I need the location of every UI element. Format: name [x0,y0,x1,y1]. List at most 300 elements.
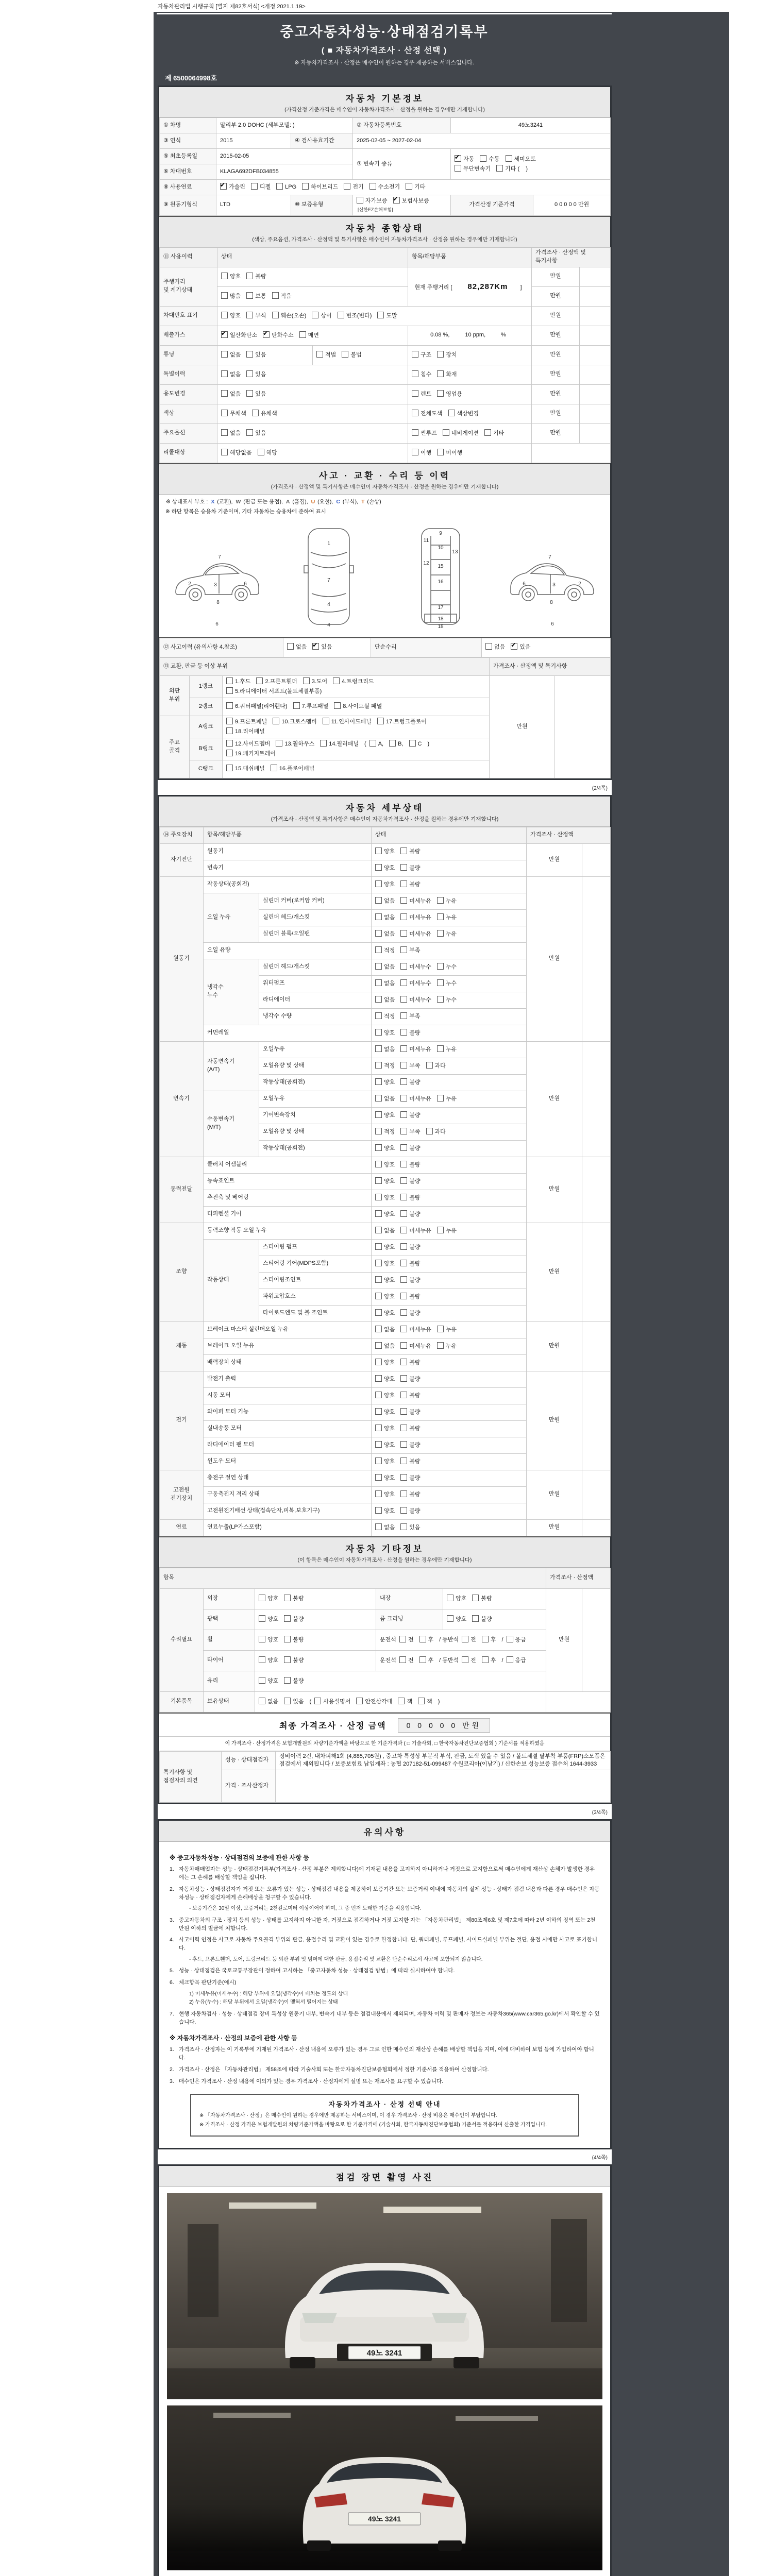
checkbox[interactable]: 부족 [400,1128,420,1137]
checkbox[interactable]: 적음 [272,292,292,301]
cell: 변속기 [160,1041,204,1157]
checkbox[interactable]: 불량 [400,1194,420,1202]
cell [217,443,408,463]
checkbox[interactable]: 전 [462,1636,476,1645]
diagram-part-number: 4 [327,622,330,628]
final-price-row [159,1713,610,1737]
notice-item-number: 2. [170,2066,174,2073]
checkbox-box-icon [482,1636,489,1642]
checkbox[interactable]: 하이브리드 [302,183,338,192]
checkbox[interactable]: 불량 [400,1210,420,1219]
cell [555,675,611,778]
checkbox[interactable]: 이행 [412,449,431,457]
checkbox[interactable]: 양호 [375,1474,395,1483]
checkbox[interactable]: 응급 [507,1636,526,1645]
checkbox[interactable]: ✔ 있음 [511,643,530,652]
checkbox[interactable]: 불량 [400,1474,420,1483]
checkbox[interactable]: 불량 [400,1293,420,1301]
checkbox[interactable]: B, [389,740,403,749]
checkbox[interactable]: 불량 [400,1111,420,1120]
checkbox[interactable]: 전 [462,1656,476,1665]
checkbox[interactable]: 불량 [400,1408,420,1417]
checkbox[interactable]: 불량 [400,1359,420,1367]
checkbox[interactable]: LPG [276,183,296,192]
checkbox[interactable]: 있음 [246,370,266,379]
checkbox-box-icon [284,1656,291,1663]
checkbox[interactable]: C [409,740,422,749]
checkbox-box-icon [437,913,444,920]
checkbox[interactable]: 양호 [375,1194,395,1202]
notice-item-number: 5. [170,1968,174,1974]
checkbox[interactable]: 3.도어 [303,677,327,686]
checkbox[interactable]: 불량 [400,1375,420,1384]
tb-ranks [159,657,611,778]
checkbox-box-icon [400,1260,407,1266]
checkbox[interactable]: 없음 [485,643,505,652]
checkbox[interactable]: 없음 [375,996,395,1005]
diagram-part-number: 7 [548,554,551,560]
checkbox[interactable]: 양호 [375,1144,395,1153]
checkbox[interactable]: 불량 [400,1309,420,1318]
checkbox[interactable]: 16.플로어패널 [271,765,314,773]
checkbox[interactable]: 양호 [375,1408,395,1417]
checkbox[interactable]: 없음 [221,370,241,379]
notice-item-text: 가격조사 · 산정은 「자동차관리법」 제58조에 따라 기술사회 또는 한국자동차진단보증협회에서 정한 기준서를 적용하여 산정합니다. [179,2066,489,2073]
checkbox[interactable]: 보통 [246,292,266,301]
cell [580,365,611,384]
section-title: 자동차 세부상태 [345,803,424,813]
page-2 [158,795,612,1805]
checkbox-box-icon [375,1029,382,1036]
checkbox[interactable]: 2.프론트휀더 [256,677,297,686]
checkbox[interactable]: 부족 [400,1012,420,1021]
checkbox-box-icon [375,996,382,1003]
cell: B랭크 [190,738,223,760]
checkbox-box-icon [226,727,233,734]
checkbox[interactable]: 18.리어패널 [226,727,265,736]
checkbox[interactable]: 있음 [246,390,266,399]
checkbox[interactable]: 누유 [437,1095,457,1104]
checkbox[interactable]: 해당없음 [221,449,252,457]
checkbox[interactable]: 불량 [284,1656,304,1665]
checkbox[interactable]: 7.루프패널 [293,702,329,711]
checkbox[interactable]: 없음 [221,429,241,438]
checkbox[interactable]: 양호 [375,1375,395,1384]
cell: 오일 유량 [204,942,372,959]
checkbox-box-icon [284,1698,291,1704]
checkbox[interactable]: 1.후드 [226,677,250,686]
checkbox[interactable]: 양호 [375,1392,395,1400]
checkbox[interactable]: 잭 [418,1698,432,1706]
checkbox[interactable]: 불량 [400,1260,420,1268]
notice-item-number: 2. [170,1886,174,1892]
page-title-note: ※ 자동차가격조사 · 산정은 매수인이 원하는 경우 제공하는 서비스입니다. [294,60,474,66]
checkbox[interactable]: 양호 [375,1029,395,1038]
checkbox[interactable]: ✔ 가솔린 [220,183,245,192]
checkbox[interactable]: 네비게이션 [443,429,479,438]
checkbox[interactable]: 매연 [299,331,319,340]
checkbox[interactable]: 없음 [375,1342,395,1351]
page-marker-3: (4/4쪽) [158,2149,612,2164]
checkbox[interactable]: 전 [399,1656,414,1665]
checkbox[interactable]: 양호 [375,880,395,889]
checkbox[interactable]: 불량 [284,1636,304,1645]
checkbox-box-icon [472,1595,479,1601]
cell: 만원 [527,1470,582,1519]
cell [372,1404,527,1420]
checkbox[interactable]: 10.크로스멤버 [273,718,316,726]
text: / [501,1636,503,1643]
car-top-view-diagram [280,522,378,631]
checkbox[interactable]: 영업용 [437,390,462,399]
checkbox[interactable]: 없음 [375,1045,395,1054]
checkbox[interactable]: 미세누유 [400,1045,431,1054]
checkbox[interactable]: 없음 [375,1523,395,1532]
checkbox[interactable]: 무단변속기 [455,165,491,174]
checkbox[interactable]: 불량 [400,1078,420,1087]
checkbox[interactable]: 없음 [221,390,241,399]
checkbox[interactable]: 양호 [259,1595,278,1603]
cell [372,975,527,992]
checkbox[interactable]: 19.패키지트레이 [226,750,276,758]
checkbox[interactable]: 해당 [258,449,277,457]
cell [283,638,371,657]
checkbox[interactable]: 불량 [400,1177,420,1186]
checkbox[interactable]: 양호 [259,1656,278,1665]
checkbox[interactable]: 없음 [375,1326,395,1334]
checkbox[interactable]: 색상변경 [448,410,479,418]
checkbox-box-icon [400,1194,407,1200]
checkbox[interactable]: 장치 [437,351,457,360]
notice-item-text: 매수인은 가격조사 · 산정 내용에 이의가 있는 경우 가격조사 · 산정자에게 설명 또는 재조사를 요구할 수 있습니다. [179,2078,444,2084]
notice-item-number: 3. [170,1917,174,1923]
checkbox[interactable]: 양호 [375,1293,395,1301]
checkbox-box-icon [447,1595,453,1601]
checkbox[interactable]: 적정 [375,1062,395,1071]
cell: 오일유량 및 상태 [259,1058,372,1074]
diagram-part-number: 6 [522,581,526,587]
cell: 단순수리 [371,638,482,657]
checkbox[interactable]: 세미오토 [506,155,536,164]
checkbox[interactable]: 불량 [400,1029,420,1038]
checkbox[interactable]: 누유 [437,1045,457,1054]
notice-item-sub: 2) 누유(누수) : 해당 부위에서 오일(냉각수)이 맺혀서 떨어지는 상태 [189,1999,338,2006]
cell: 클러치 어셈블리 [204,1157,372,1173]
checkbox-box-icon [393,197,400,204]
checkbox[interactable]: 미세누유 [400,1095,431,1104]
notice-item-sub: - 보증기간은 30일 이상, 보증거리는 2천킬로미터 이상이어야 하며, 그 중 먼저 도래한 기준을 적용합니다. [189,1906,422,1912]
legend-desc: (부식), [341,498,359,505]
checkbox[interactable]: 양호 [375,1309,395,1318]
checkbox[interactable]: 없음 [259,1698,278,1706]
checkbox[interactable]: 불량 [400,1144,420,1153]
checkbox-box-icon [375,1342,382,1349]
checkbox[interactable]: 양호 [259,1677,278,1686]
checkbox[interactable]: 6.쿼터패널(리어휀다) [226,702,288,711]
checkbox[interactable]: 유채색 [252,410,277,418]
checkbox[interactable]: 누유 [437,1326,457,1334]
checkbox[interactable]: 후 [482,1656,496,1665]
cell: 상태 [217,247,408,267]
checkbox[interactable]: 수소전기 [369,183,400,192]
cell: ⑨ 원동기형식 [160,195,216,216]
checkbox[interactable]: 응급 [507,1656,526,1665]
checkbox[interactable]: 누유 [437,930,457,939]
legend-desc: (흠집), [291,498,308,505]
checkbox[interactable]: 불량 [284,1615,304,1624]
checkbox[interactable]: 변조(변타) [338,312,372,320]
checkbox[interactable]: 사용설명서 [314,1698,350,1706]
checkbox[interactable]: 과다 [426,1128,446,1137]
checkbox[interactable]: 있음 [246,351,266,360]
checkbox[interactable]: ✔ 있음 [312,643,332,652]
checkbox[interactable]: 침수 [412,370,431,379]
checkbox[interactable]: 불량 [400,1507,420,1516]
checkbox[interactable]: 누유 [437,897,457,906]
checkbox-box-icon [455,155,461,162]
cell: 추진축 및 베어링 [204,1190,372,1206]
checkbox[interactable]: 미세누유 [400,1326,431,1334]
checkbox[interactable]: 불량 [472,1615,492,1624]
checkbox[interactable]: 양호 [375,1425,395,1433]
checkbox[interactable]: 불량 [400,1458,420,1466]
checkbox[interactable]: 누유 [437,913,457,922]
page-subtitle: ( ■ 자동차가격조사 · 산정 선택 ) [321,46,447,55]
checkbox[interactable]: 불량 [284,1677,304,1686]
checkbox[interactable]: 14.필러패널 [320,740,359,749]
checkbox[interactable]: 양호 [375,1490,395,1499]
checkbox[interactable]: 전기 [344,183,363,192]
checkbox[interactable]: 불량 [400,1161,420,1170]
legend-desc: (교환), [215,498,233,505]
cell: ⑪ 사용이력 [160,247,217,267]
cell: ⑬ 교환, 판금 등 이상 부위 [160,657,490,675]
checkbox[interactable]: 8.사이드실 패널 [334,702,382,711]
cell: 만원 [532,326,580,345]
cell: 튜닝 [160,345,217,365]
checkbox[interactable]: 안전삼각대 [356,1698,392,1706]
checkbox[interactable]: 적법 [316,351,336,360]
checkbox[interactable]: 후 [482,1636,496,1645]
checkbox[interactable]: 미세누수 [400,979,431,988]
checkbox[interactable]: 양호 [259,1636,278,1645]
cell [255,1609,376,1630]
cell: ② 자동차등록번호 [353,118,451,133]
cell: 발전기 출력 [204,1371,372,1387]
notice-item-text: 자동차매매업자는 성능 · 상태점검기록부(가격조사 · 산정 부분은 제외합니다)에 기재된 내용을 고지하지 아니하거나 거짓으로 고지함으로써 매수인에게 재산상 손해가 발생한 경우에는 그 손해를 배상할 책임을 집니다. [179,1866,595,1881]
checkbox[interactable]: 있음 [284,1698,304,1706]
checkbox[interactable]: 기타 [484,429,504,438]
checkbox[interactable]: 썬루프 [412,429,437,438]
checkbox-box-icon [375,1359,382,1365]
checkbox[interactable]: 양호 [221,312,241,320]
checkbox[interactable]: 양호 [375,1441,395,1450]
checkbox[interactable]: 양호 [375,848,395,856]
checkbox[interactable]: 적정 [375,946,395,955]
checkbox[interactable]: 없음 [221,351,241,360]
checkbox[interactable]: 불량 [400,848,420,856]
checkbox[interactable]: 부족 [400,946,420,955]
checkbox[interactable]: 양호 [375,1359,395,1367]
checkbox[interactable]: 양호 [375,1161,395,1170]
checkbox[interactable]: 불법 [342,351,361,360]
checkbox[interactable]: 없음 [375,979,395,988]
checkbox[interactable]: 무채색 [221,410,246,418]
cell: 타이로드엔드 및 볼 조인트 [259,1305,372,1321]
checkbox[interactable]: 자가보증 [357,197,388,206]
checkbox[interactable]: 없음 [375,1227,395,1235]
checkbox[interactable]: 구조 [412,351,431,360]
checkbox[interactable]: 불량 [400,1490,420,1499]
checkbox[interactable]: 양호 [259,1615,278,1624]
cell: 가격 · 조사산정자 [222,1770,276,1803]
checkbox[interactable]: 미세누유 [400,1227,431,1235]
checkbox[interactable]: 상이 [312,312,331,320]
checkbox[interactable]: 화재 [437,370,457,379]
checkbox[interactable]: ✔ 탄화수소 [263,331,294,340]
checkbox[interactable]: 부식 [246,312,266,320]
checkbox[interactable]: 렌트 [412,390,431,399]
checkbox[interactable]: 미세누유 [400,913,431,922]
checkbox-box-icon [312,643,319,650]
checkbox[interactable]: 디젤 [251,183,271,192]
checkbox[interactable]: 양호 [221,273,241,281]
checkbox[interactable]: 불량 [400,1392,420,1400]
checkbox[interactable]: 11.인사이드패널 [323,718,372,726]
checkbox[interactable]: 적정 [375,1128,395,1137]
select-box-title: 자동차가격조사 · 산정 선택 안내 [328,2100,441,2109]
checkbox[interactable]: 양호 [375,1078,395,1087]
checkbox-box-icon [284,1615,291,1622]
checkbox[interactable]: 누수 [437,963,457,972]
checkbox[interactable]: 양호 [375,864,395,873]
checkbox-box-icon [437,996,444,1003]
checkbox[interactable]: 잭 [398,1698,412,1706]
checkbox[interactable]: 불량 [400,1276,420,1285]
checkbox-box-icon [400,1078,407,1085]
checkbox[interactable]: 17.트렁크플로어 [377,718,427,726]
checkbox[interactable]: 많음 [221,292,241,301]
cell: 작동상태(공회전) [259,1074,372,1091]
checkbox[interactable]: 미이행 [437,449,462,457]
cell: 2랭크 [190,698,223,716]
checkbox-box-icon [375,1194,382,1200]
checkbox[interactable]: 전체도색 [412,410,443,418]
checkbox[interactable]: 양호 [375,1458,395,1466]
legend-symbol: X [211,498,215,505]
checkbox[interactable]: 불량 [400,1441,420,1450]
checkbox[interactable]: 누유 [437,1342,457,1351]
checkbox[interactable]: 누수 [437,996,457,1005]
checkbox[interactable]: 미세누수 [400,963,431,972]
checkbox[interactable]: 있음 [246,429,266,438]
checkbox[interactable]: 양호 [375,1260,395,1268]
checkbox[interactable]: 미세누수 [400,996,431,1005]
checkbox[interactable]: 양호 [375,1243,395,1252]
checkbox[interactable]: 불량 [284,1595,304,1603]
checkbox[interactable]: 9.프론트패널 [226,718,267,726]
checkbox[interactable]: 양호 [375,1507,395,1516]
checkbox[interactable]: 과다 [426,1062,446,1071]
checkbox[interactable]: 12.사이드멤버 [226,740,270,749]
checkbox[interactable]: 전 [399,1636,414,1645]
checkbox[interactable]: 미세누유 [400,930,431,939]
cell [372,1453,527,1470]
checkbox[interactable]: 불량 [400,880,420,889]
checkbox[interactable]: 양호 [447,1595,466,1603]
checkbox[interactable]: 없음 [375,930,395,939]
checkbox[interactable]: 불량 [246,273,266,281]
checkbox[interactable]: 기타 ( ) [496,165,528,174]
checkbox[interactable]: ✔자동 [455,155,474,164]
checkbox[interactable]: 훼손(오손) [272,312,307,320]
checkbox-box-icon [259,1615,265,1622]
checkbox[interactable]: 4.트렁크리드 [333,677,374,686]
notice-item [170,2066,600,2074]
checkbox[interactable]: ✔ 보험사보증 [393,197,429,206]
checkbox[interactable]: 부족 [400,1062,420,1071]
checkbox[interactable]: 없음 [375,963,395,972]
notice-item [170,1936,600,1953]
checkbox[interactable]: 15.대쉬패널 [226,765,265,773]
checkbox-box-icon [221,390,228,397]
checkbox-box-icon [389,740,396,747]
checkbox[interactable]: 적정 [375,1012,395,1021]
checkbox[interactable]: 없음 [287,643,307,652]
cell [217,286,408,306]
checkbox[interactable]: 기타 [406,183,425,192]
checkbox[interactable]: 양호 [375,1210,395,1219]
tb-basic [159,117,611,216]
checkbox[interactable]: 누수 [437,979,457,988]
checkbox[interactable]: 양호 [447,1615,466,1624]
checkbox[interactable]: 불량 [400,864,420,873]
checkbox[interactable]: 미세누유 [400,1342,431,1351]
checkbox[interactable]: 미세누유 [400,897,431,906]
checkbox[interactable]: 불량 [400,1425,420,1433]
cell [372,1239,527,1256]
cell: 항목 [160,1568,546,1588]
checkbox[interactable]: 없음 [375,1095,395,1104]
checkbox[interactable]: 후 [419,1636,434,1645]
checkbox[interactable]: 양호 [375,1177,395,1186]
checkbox[interactable]: 양호 [375,1276,395,1285]
checkbox[interactable]: 있음 [400,1523,420,1532]
car-left-side-diagram [168,522,266,631]
checkbox[interactable]: 5.라디에이터 서포트(볼트체결부품) [226,687,322,696]
cell: 변속기 [204,860,372,876]
cell: 만원 [527,1519,582,1536]
cell: 등속죠인트 [204,1173,372,1190]
cell [580,286,611,306]
checkbox[interactable]: 불량 [472,1595,492,1603]
checkbox[interactable]: ✔ 일산화탄소 [221,331,257,340]
checkbox[interactable]: 누유 [437,1227,457,1235]
checkbox[interactable]: 후 [419,1656,434,1665]
checkbox[interactable]: 없음 [375,913,395,922]
checkbox[interactable]: 도말 [377,312,397,320]
checkbox-box-icon [334,702,341,709]
cell: 만원 [532,267,580,286]
checkbox[interactable]: 양호 [375,1111,395,1120]
checkbox[interactable]: A, [369,740,383,749]
checkbox[interactable]: 13.휠하우스 [276,740,314,749]
checkbox[interactable]: 없음 [375,897,395,906]
checkbox[interactable]: 불량 [400,1243,420,1252]
cell [372,1371,527,1387]
checkbox[interactable]: 수동 [480,155,499,164]
inspection-photo-rear [167,2405,602,2570]
